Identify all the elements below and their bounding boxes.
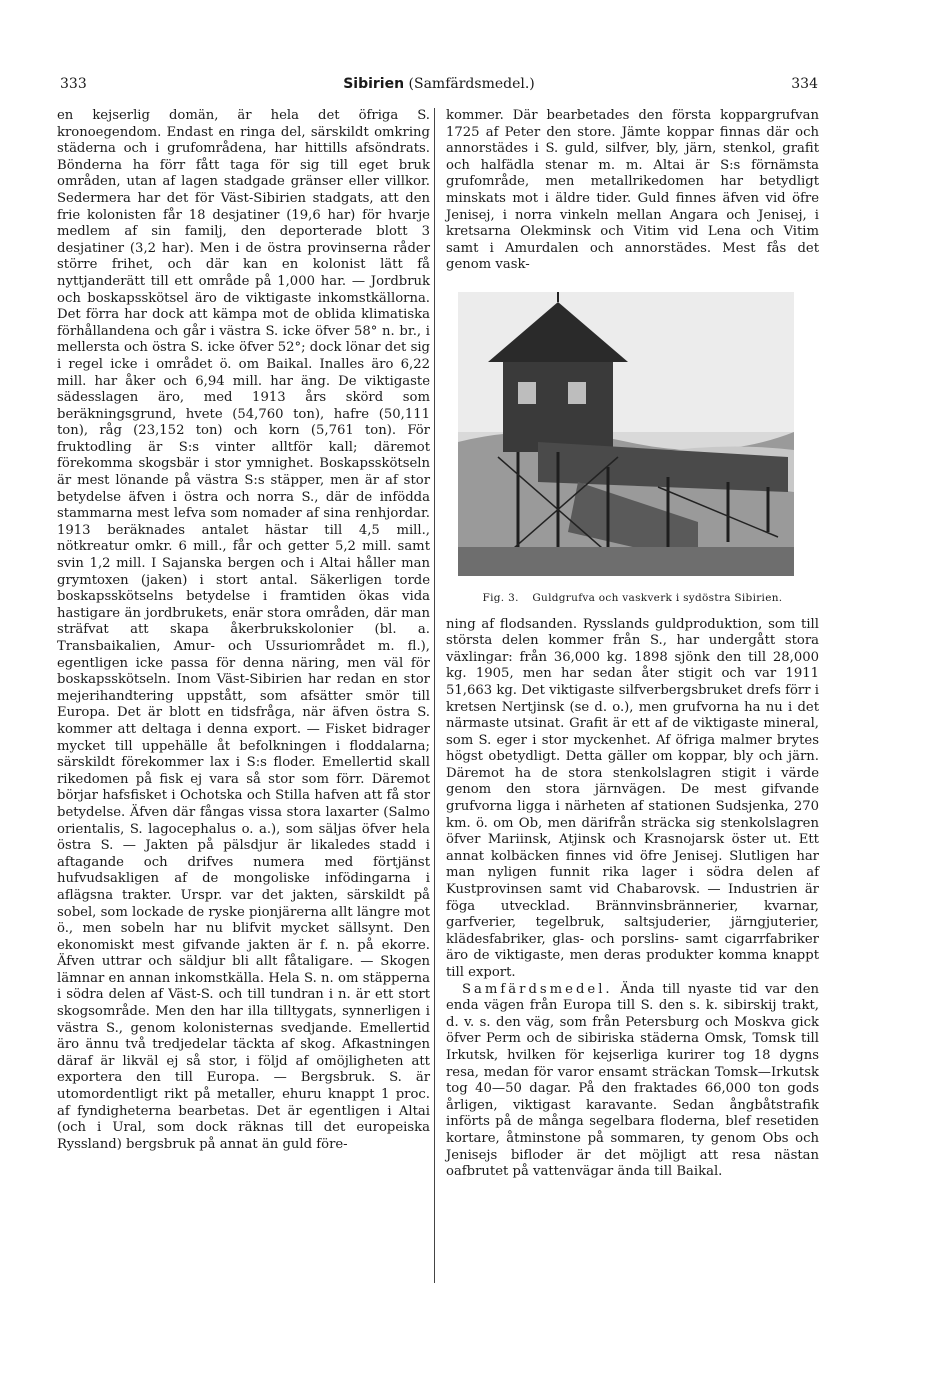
figure-number: Fig. 3. [482, 591, 519, 604]
left-column-text: en kejserlig domän, är hela det öfriga S. kronoegendom. Endast en ringa del, särskildt omkring städerna och i grufområdena, har hittills afsöndrats. Bönderna ha förr fått taga för sig till eget bruk områden, utan af lagen stadgade gränser eller villkor. Sedermera har det för Väst-Sibirien stadgats, att den frie kolonisten får 18 desjatiner (19,6 har) för hvarje medlem af sin familj, den deporterade blott 3 desjatiner (3,2 har). Men i de östra provinserna råder större frihet, och där kan en kolonist lätt få nyttjanderätt till ett område på 1,000 har. — Jordbruk och boskapsskötsel äro de viktigaste inkomstkällorna. Det förra har dock att kämpa mot de oblida klimatiska förhållandena och går i västra S. icke öfver 58° n. br., i mellersta och östra S. icke öfver 52°; dock lönar det sig i regel icke i området ö. om Baikal. Inalles äro 6,22 mill. har åker och 6,94 mill. har äng. De viktigaste sädesslagen äro, med 1913 års skörd som beräkningsgrund, hvete (54,760 ton), hafre (50,111 ton), råg (23,152 ton) och korn (5,761 ton). För fruktodling är S:s vinter alltför kall; däremot förekomma skogsbär i stor ymnighet. Boskapsskötseln är mest lönande på västra S:s stäpper, men är af stor betydelse äfven i östra och norra S., där de infödda stammarna mest lefva som nomader af sina renhjordar. 1913 beräknades antalet hästar till 4,5 mill., nötkreatur omkr. 6 mill., får och getter 5,2 mill. samt svin 1,2 mill. I Sajanska bergen och i Altai håller man grymtoxen (jaken) i stort antal. Säkerligen torde boskapsskötselns betydelse i framtiden ökas vida hastigare än jordbrukets, enär stora områden, där man sträfvat att skapa åkerbrukskolonier (bl. a. Transbaikalien, Amur- och Ussuriområdet m. fl.), egentligen icke passa för denna näring, men väl för boskapsskötseln. Inom Väst-Sibirien har redan en stor mejerihandtering uppstått, som afsätter smör till Europa. Det är blott en tidsfråga, när äfven östra S. kommer att deltaga i denna export. — Fisket bidrager mycket till uppehälle åt befolkningen i floddalarna; särskildt förekommer lax i S:s floder. Emellertid skall rikedomen på fisk ej vara så stor som förr. Däremot börjar hafsfisket i Ochotska och Stilla hafven att få stor betydelse. Äfven där fångas vissa stora laxarter (Salmo orientalis, S. lagocephalus o. a.), som säljas öfver hela östra S. — Jakten på pälsdjur är likaledes stadd i aftagande och drifves numera med förtjänst hufvudsakligen af de mongoliske infödingarna i aflägsna trakter. Urspr. var det jakten, särskildt på sobel, som lockade de ryske pionjärerna allt längre mot ö., men sobeln har nu blifvit mycket sällsynt. Den ekonomiskt mest gifvande jakten är f. n. på ekorre. Äfven uttrar och säldjur bli allt fåtaligare. — Skogen lämnar en annan inkomstkälla. Hela S. n. om stäpperna i södra delen af Väst-S. och till tundran i n. är ett stort skogsområde. Men den har illa tilltygats, synnerligen i västra S., genom kolonisternas svedjande. Emellertid äro ännu två tredjedelar täckta af skog. Afkastningen däraf är likväl ej så stor, i följd af omöjligheten att exportera den till Europa. — Bergsbruk. S. är utomordentligt rikt på metaller, ehuru knappt 1 proc. af fyndigheterna bearbetas. Det är egentligen i Altai (och i Ural, som dock räknas till det europeiska Ryssland) bergsbruk på annat än guld före- [57, 108, 430, 1152]
figure-caption-text: Guldgrufva och vaskverk i sydöstra Sibirien. [532, 591, 783, 604]
right-column-text-top: kommer. Där bearbetades den första koppargrufvan 1725 af Peter den store. Jämte koppar finnas där och annorstädes i S. guld, silfver, bly, järn, stenkol, grafit och halfädla stenar m. m. Altai är S:s förnämsta grufområde, men metallrikedomen har betydligt minskats mot i äldre tider. Guld finnes äfven vid öfre Jenisej, i norra vinkeln mellan Angara och Jenisej, i kretsarna Olekminsk och Vitim vid Lena och Vitim samt i Amurdalen och annorstädes. Mest fås det genom vask- [446, 108, 819, 273]
right-column-text-mid: ning af flodsanden. Rysslands guldproduktion, som till största delen kommer från S., har undergått stora växlingar: från 36,000 kg. 1898 sjönk den till 28,000 kg. 1905, men har sedan åter stigit och var 1911 51,663 kg. Det viktigaste silfverbergsbruket drefs förr i kretsen Nertjinsk (se d. o.), men grufvorna ha nu i det närmaste utsinat. Grafit är ett af de viktigaste mineral, som S. eger i stor myckenhet. Af öfriga malmer brytes högst obetydligt. Detta gäller om koppar, bly och järn. Däremot ha de stora stenkolslagren stigit i värde genom den stora järnvägen. De mest gifvande grufvorna ligga i närheten af stationen Sudsjenka, 270 km. ö. om Ob, men därifrån sträcka sig stenkolslagren öfver Mariinsk, Atjinsk och Krasnojarsk öster ut. Ett annat kolbäcken finnes vid öfre Jenisej. Slutligen har man nyligen funnit rika lager i södra delen af Kustprovinsen samt vid Chabarovsk. — Industrien är föga utvecklad. Brännvinsbrännerier, kvarnar, garfverier, tegelbruk, saltsjuderier, järngjuterier, klädesfabriker, glas- och porslins- samt cigarrfabriker äro de viktigaste, men deras produkter komma knappt till export. [446, 616, 819, 980]
figure-caption [446, 590, 819, 607]
page-number-right: 334 [791, 76, 818, 92]
section-heading: Samfärdsmedel. [462, 981, 613, 997]
right-column [446, 108, 819, 1181]
column-divider [434, 108, 435, 1283]
figure-gold-mine [446, 292, 819, 607]
page-number-left: 333 [60, 76, 87, 92]
section-samfardsmedel [446, 982, 819, 1181]
running-title [60, 76, 818, 92]
gold-mine-illustration [458, 292, 794, 576]
running-title-main: Sibirien [343, 76, 405, 92]
running-title-sub: (Samfärdsmedel.) [408, 76, 535, 92]
running-header [60, 76, 818, 96]
left-column [57, 108, 430, 1153]
right-column-text-end: Ända till nyaste tid var den enda vägen från Europa till S. den s. k. sibirskij trakt, d. v. s. den väg, som från Petersburg och Moskva gick öfver Perm och de sibiriska städerna Omsk, Tomsk till Irkutsk, hvilken för kejserliga kurirer tog 18 dygns resa, medan för varor ensamt sträckan Tomsk—Irkutsk tog 40—50 dagar. På den fraktades 66,000 ton gods årligen, viktigast karavante. Sedan ångbåtstrafik införts på de många segelbara floderna, blef resetiden kortare, åtminstone på sommaren, ty genom Obs och Jenisejs bifloder är det möjligt att resa nästan oafbrutet på vattenvägar ända till Baikal. [446, 981, 819, 1180]
